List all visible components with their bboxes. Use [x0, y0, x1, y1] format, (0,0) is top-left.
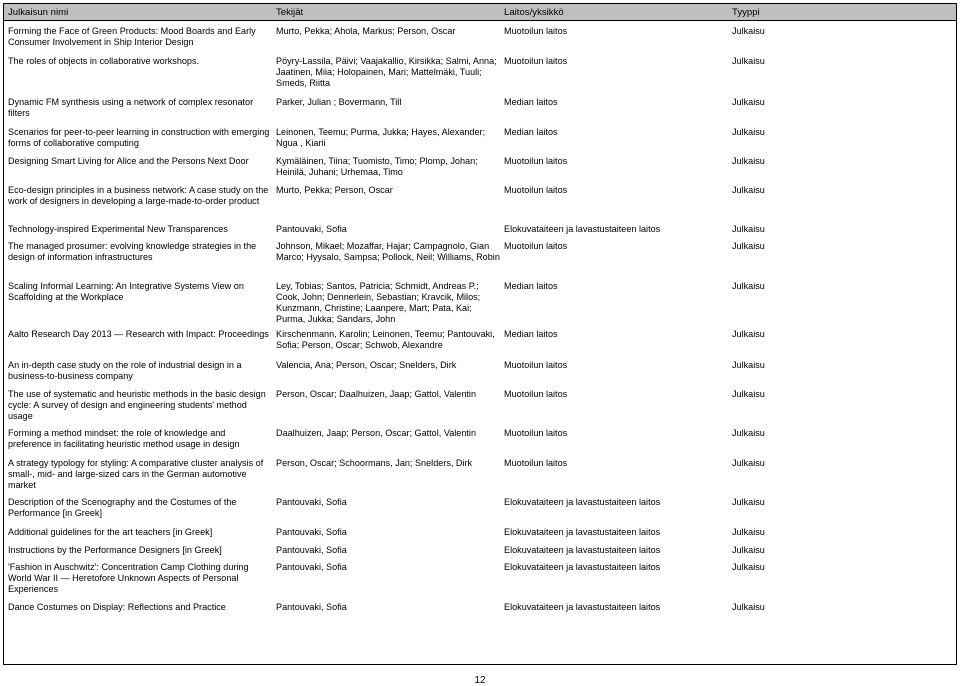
publication-authors: Pantouvaki, Sofia: [276, 602, 347, 612]
publication-title: Dance Costumes on Display: Reflections and Practice: [8, 602, 226, 612]
publication-department: Muotoilun laitos: [504, 241, 568, 251]
publication-authors: Pantouvaki, Sofia: [276, 562, 347, 572]
publication-type: Julkaisu: [732, 156, 765, 166]
publication-department: Median laitos: [504, 281, 558, 291]
publication-department: Median laitos: [504, 127, 558, 137]
publication-authors: Parker, Julian ; Bovermann, Till: [276, 97, 402, 107]
publication-type: Julkaisu: [732, 97, 765, 107]
publication-type: Julkaisu: [732, 224, 765, 234]
header-type: Tyyppi: [732, 7, 760, 18]
publication-department: Median laitos: [504, 97, 558, 107]
publication-authors: Pantouvaki, Sofia: [276, 545, 347, 555]
publication-department: Muotoilun laitos: [504, 428, 568, 438]
publication-title: Additional guidelines for the art teachers [in Greek]: [8, 527, 213, 537]
publication-title: Aalto Research Day 2013 — Research with Impact: Proceedings: [8, 329, 269, 339]
header-title: Julkaisun nimi: [8, 7, 69, 18]
publication-department: Elokuvataiteen ja lavastustaiteen laitos: [504, 527, 661, 537]
publication-authors: Ley, Tobias; Santos, Patricia; Schmidt, Andreas P.; Cook, John; Dennerlein, Sebastian; Kravcik, Milos; Kunzmann, Christine; Laanpere, Mart; Pata, Kai; Purma, Jukka; Sandars, John: [276, 281, 481, 324]
publication-authors: Murto, Pekka; Ahola, Markus; Person, Oscar: [276, 26, 456, 36]
publication-type: Julkaisu: [732, 127, 765, 137]
publication-authors: Kirschenmann, Karolin; Leinonen, Teemu; Pantouvaki, Sofia; Person, Oscar; Schwob, Alexandre: [276, 329, 495, 350]
publication-title: Forming a method mindset: the role of knowledge and preference in facilitating heuristic method usage in design: [8, 428, 240, 449]
publication-type: Julkaisu: [732, 185, 765, 195]
publication-department: Muotoilun laitos: [504, 26, 568, 36]
publication-authors: Murto, Pekka; Person, Oscar: [276, 185, 393, 195]
header-authors: Tekijät: [276, 7, 304, 18]
publication-department: Muotoilun laitos: [504, 389, 568, 399]
publication-department: Muotoilun laitos: [504, 458, 568, 468]
publication-authors: Pantouvaki, Sofia: [276, 527, 347, 537]
publication-authors: Daalhuizen, Jaap; Person, Oscar; Gattol, Valentin: [276, 428, 476, 438]
header-department: Laitos/yksikkö: [504, 7, 564, 18]
publication-type: Julkaisu: [732, 360, 765, 370]
publication-type: Julkaisu: [732, 329, 765, 339]
publication-department: Elokuvataiteen ja lavastustaiteen laitos: [504, 224, 661, 234]
page-number: 12: [474, 675, 486, 686]
publication-department: Elokuvataiteen ja lavastustaiteen laitos: [504, 497, 661, 507]
publication-authors: Pantouvaki, Sofia: [276, 224, 347, 234]
publication-type: Julkaisu: [732, 458, 765, 468]
publication-department: Muotoilun laitos: [504, 360, 568, 370]
publication-title: The use of systematic and heuristic methods in the basic design cycle: A survey of design and engineering students' method usage: [8, 389, 266, 421]
publication-type: Julkaisu: [732, 428, 765, 438]
publication-authors: Kymäläinen, Tiina; Tuomisto, Timo; Plomp, Johan; Heinilä, Juhani; Urhemaa, Timo: [276, 156, 478, 177]
publication-authors: Pantouvaki, Sofia: [276, 497, 347, 507]
publication-title: Eco-design principles in a business network: A case study on the work of designers in developing a large-made-to-order product: [8, 185, 269, 206]
publication-authors: Valencia, Ana; Person, Oscar; Snelders, Dirk: [276, 360, 457, 370]
publication-title: Instructions by the Performance Designers [in Greek]: [8, 545, 222, 555]
publication-title: Scaling Informal Learning: An Integrative Systems View on Scaffolding at the Workplace: [8, 281, 244, 302]
publication-type: Julkaisu: [732, 56, 765, 66]
publication-type: Julkaisu: [732, 602, 765, 612]
publication-type: Julkaisu: [732, 545, 765, 555]
publication-department: Elokuvataiteen ja lavastustaiteen laitos: [504, 562, 661, 572]
publication-title: The roles of objects in collaborative workshops.: [8, 56, 200, 66]
publication-department: Muotoilun laitos: [504, 156, 568, 166]
publication-title: An in-depth case study on the role of industrial design in a business-to-business company: [8, 360, 242, 381]
publication-authors: Leinonen, Teemu; Purma, Jukka; Hayes, Alexander; Ngua , Kiarii: [276, 127, 486, 148]
publication-title: Scenarios for peer-to-peer learning in construction with emerging forms of collaborative computing: [8, 127, 270, 148]
publication-title: Description of the Scenography and the Costumes of the Performance [in Greek]: [8, 497, 237, 518]
publication-type: Julkaisu: [732, 497, 765, 507]
publication-department: Muotoilun laitos: [504, 56, 568, 66]
publication-title: Designing Smart Living for Alice and the Persons Next Door: [8, 156, 249, 166]
publication-type: Julkaisu: [732, 527, 765, 537]
publication-title: Technology-inspired Experimental New Transparences: [8, 224, 228, 234]
publication-authors: Johnson, Mikael; Mozaffar, Hajar; Campagnolo, Gian Marco; Hyysalo, Sampsa; Pollock, Neil; Williams, Robin: [276, 241, 500, 262]
publication-authors: Person, Oscar; Schoormans, Jan; Snelders, Dirk: [276, 458, 473, 468]
publication-type: Julkaisu: [732, 389, 765, 399]
publication-department: Elokuvataiteen ja lavastustaiteen laitos: [504, 545, 661, 555]
publications-table: [3, 3, 957, 665]
publication-authors: Pöyry-Lassila, Päivi; Vaajakallio, Kirsikka; Salmi, Anna; Jaatinen, Miia; Holopainen, Mari; Mattelmäki, Tuuli; Smeds, Riitta: [276, 56, 497, 88]
publication-title: Forming the Face of Green Products: Mood Boards and Early Consumer Involvement in Ship Interior Design: [8, 26, 256, 47]
publication-type: Julkaisu: [732, 562, 765, 572]
publication-title: 'Fashion in Auschwitz': Concentration Camp Clothing during World War II — Heretofore Unknown Aspects of Personal Experiences: [8, 562, 249, 594]
publication-title: The managed prosumer: evolving knowledge strategies in the design of information infrastructures: [8, 241, 257, 262]
publication-type: Julkaisu: [732, 281, 765, 291]
publication-department: Elokuvataiteen ja lavastustaiteen laitos: [504, 602, 661, 612]
publication-type: Julkaisu: [732, 241, 765, 251]
publication-title: Dynamic FM synthesis using a network of complex resonator filters: [8, 97, 254, 118]
publication-type: Julkaisu: [732, 26, 765, 36]
table-header: [4, 4, 956, 21]
publication-authors: Person, Oscar; Daalhuizen, Jaap; Gattol, Valentin: [276, 389, 476, 399]
publication-department: Muotoilun laitos: [504, 185, 568, 195]
publication-title: A strategy typology for styling: A comparative cluster analysis of small-, mid- and large-sized cars in the German automotive market: [8, 458, 264, 490]
publication-department: Median laitos: [504, 329, 558, 339]
